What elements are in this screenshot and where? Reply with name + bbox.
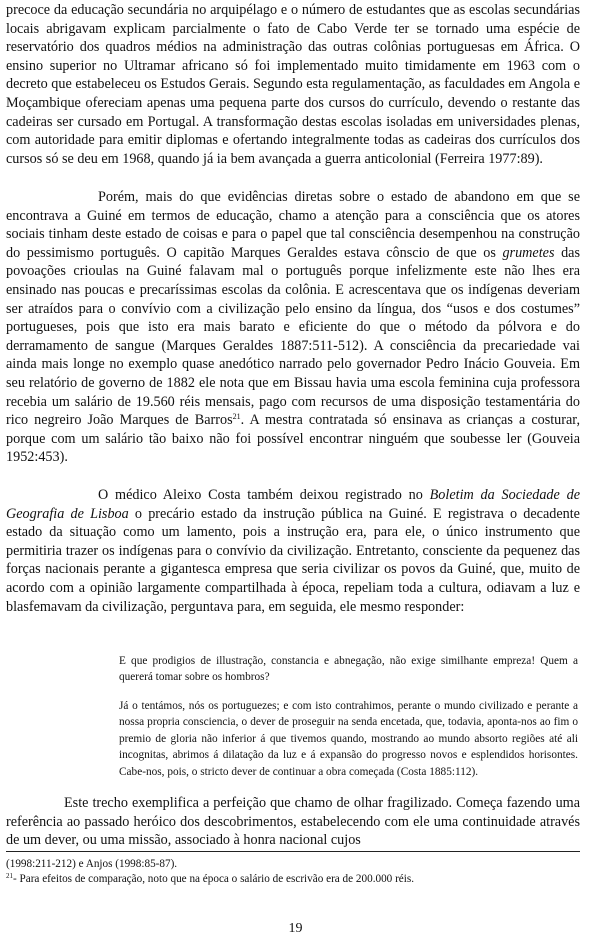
page-number: 19 [288,921,303,936]
paragraph-1: precoce da educação secundária no arquipélago e o número de estudantes que as escolas secundárias locais abrigavam explicam parcialmente o fato de Cabo Verde ter se tornado uma espécie de reservatório dos quadros médios na administração das outras colônias portuguesas em África. O ensino superior no Ultramar africano só foi implementado muito timidamente em 1963 com o decreto que estabeleceu os Estudos Gerais. Segundo esta regulamentação, as faculdades em Angola e Moçambique ofereciam apenas uma pequena parte dos cursos do currículo, devendo o restante das cadeiras ser cursado em Portugal. A transformação destas escolas isoladas em universidades plenas, com autoridade para emitir diplomas e ofertando integralmente todas as cadeiras dos currículos dos cursos só se deu em 1968, quando já ia bem avançada a guerra anticolonial (Ferreira 1977:89). [6,2,580,167]
term-grumetes: grumetes [502,244,555,261]
paragraph-3 [6,486,580,616]
footnote-separator [6,851,580,852]
paragraph-3-text-a: O médico Aleixo Costa também deixou registrado no [98,487,430,503]
journal-title: Boletim da Sociedade de Geografia de Lisboa [6,487,580,522]
paragraph-2-text-b: das povoações crioulas na Guiné falavam mal o português porque infelizmente este não lhes era ensinado nas poucas e precaríssimas escolas da colônia. E acrescentava que os indígenas deveriam ser atraídos para o convívio com a civilização pelo ensino da língua, dos “usos e dos costumes” portugueses, pois que isto era mais barato e eficiente do que o método da pólvora e do derramamento de sangue (Marques Geraldes 1887:511-512). A consciência da precariedade vai ainda mais longe no exemplo quase anedótico narrado pelo governador Pedro Inácio Gouveia. Em seu relatório de governo de 1882 ele nota que em Bissau havia uma escola feminina cuja professora recebia um salário de 19.560 réis mensais, pago com recursos de uma disposição testamentária do rico negreiro João Marques de Barros [6,244,580,429]
paragraph-2-text-c: . A mestra contratada só ensinava as crianças a costurar, porque com um salário tão baixo não foi possível encontrar ninguém que soubesse ler (Gouveia 1952:453). [6,412,580,466]
block-quote-2: Já o tentámos, nós os portuguezes; e com isto contrahimos, perante o mundo civilizado e perante a nossa propria consciencia, o dever de proseguir na senda encetada, que, todavia, aponta-nos ao fim o premio de gloria não inferior á que tivemos quando, mostrando ao mundo absorto regiões até ali incognitas, abrimos á dilatação da luz e á expansão do progresso novos e esplendidos horisontes. Cabe-nos, pois, o stricto dever de continuar a obra começada (Costa 1885:112). [119,700,578,778]
paragraph-4: Este trecho exemplifica a perfeição que chamo de olhar fragilizado. Começa fazendo uma referência ao passado heróico dos descobrimentos, estabelecendo com ele uma continuidade através de um dever, ou uma missão, associado à honra nacional cujos [6,795,580,849]
block-quote-1: E que prodigios de illustração, constancia e abnegação, não exige similhante empreza! Quem a quererá tomar sobre os hombros? [119,655,578,684]
footnote-number: 21 [6,872,13,880]
paragraph-2 [6,188,580,467]
paragraph-3-text-b: o precário estado da instrução pública na Guiné. E registrava o decadente estado da situação como um lamento, pois a instrução era, para ele, o único instrumento que permitiria trazer os indígenas para o convívio da civilização. Entretanto, consciente da pequenez das forças nacionais perante a gigantesca empresa que seria civilizar os povos da Guiné, que, muito de acordo com a opinião largamente compartilhada à época, repeliam toda a cultura, odiavam a luz e blasfemavam da civilização, perguntava para, em seguida, ele mesmo responder: [6,505,580,615]
footnote-ref-21[interactable]: 21 [232,412,241,422]
footnote-continuation: (1998:211-212) e Anjos (1998:85-87). [6,858,178,870]
paragraph-2-text-a: Porém, mais do que evidências diretas sobre o estado de abandono em que se encontrava a Guiné em termos de educação, chamo a atenção para a consciência que os atores sociais tinham deste estado de coisas e para o papel que tal consciência desempenhou na construção do pessimismo português. O capitão Marques Geraldes estava cônscio de que os [6,189,580,261]
footnote-21 [6,872,580,886]
footnote-text: - Para efeitos de comparação, noto que na época o salário de escrivão era de 200.000 réis. [13,873,415,885]
